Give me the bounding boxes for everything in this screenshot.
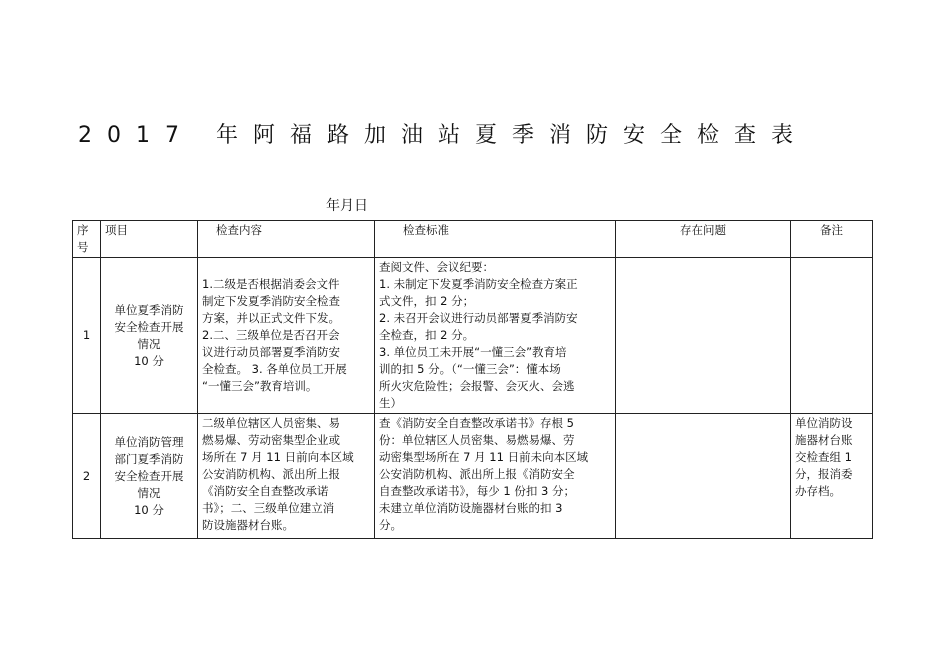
content-line: 制定下发夏季消防安全检查: [202, 294, 340, 308]
standard-line: 公安消防机构、派出所上报《消防安全: [379, 467, 575, 481]
row-no: 1: [73, 258, 101, 414]
content-line: 书》；二、三级单位建立消: [202, 501, 335, 515]
header-item: 项目: [101, 221, 198, 258]
row-no: 2: [73, 414, 101, 539]
table-row: [73, 414, 873, 539]
content-line: “一懂三会”教育培训。: [202, 379, 318, 393]
row-remarks: [791, 414, 873, 539]
item-line: 情况: [137, 336, 161, 351]
row-remarks: [791, 258, 873, 414]
remarks-line: 单位消防设: [795, 416, 853, 430]
standard-line: 3. 单位员工未开展“一懂三会”教育培: [379, 345, 567, 359]
item-line: 单位夏季消防: [114, 302, 184, 317]
row-content: [198, 414, 375, 539]
standard-line: 动密集型场所在 7 月 11 日前未向本区域: [379, 450, 589, 464]
header-no: 序号: [73, 221, 101, 258]
standard-line: 查阅文件、会议纪要：: [379, 260, 494, 274]
row-issues: [616, 414, 791, 539]
row-standard: [375, 258, 616, 414]
row-standard: [375, 414, 616, 539]
row-issues: [616, 258, 791, 414]
date-label: 年月日: [326, 198, 368, 214]
remarks-line: 交检查组 1: [795, 450, 852, 464]
content-line: 场所在 7 月 11 日前向本区域: [202, 450, 354, 464]
item-line: 安全检查开展: [114, 468, 184, 483]
item-score: 10 分: [134, 502, 164, 517]
item-line: 单位消防管理: [114, 434, 184, 449]
standard-line: 生）: [379, 396, 402, 410]
remarks-line: 办存档。: [795, 484, 841, 498]
content-line: 燃易爆、劳动密集型企业或: [202, 433, 340, 447]
standard-line: 分。: [379, 518, 402, 532]
content-line: 防设施器材台账。: [202, 518, 294, 532]
content-line: 1.二级是否根据消委会文件: [202, 277, 340, 291]
content-line: 公安消防机构、派出所上报: [202, 467, 340, 481]
item-line: 情况: [137, 485, 161, 500]
row-item: [101, 414, 198, 539]
standard-line: 式文件，扣 2 分；: [379, 294, 475, 308]
content-line: 2.二、三级单位是否召开会: [202, 328, 340, 342]
document-title: 2017 年阿福路加油站夏季消防安全检查表: [78, 123, 808, 148]
header-content: 检查内容: [198, 221, 375, 258]
content-line: 全检查。 3. 各单位员工开展: [202, 362, 347, 376]
item-line: 部门夏季消防: [114, 451, 184, 466]
standard-line: 查《消防安全自查整改承诺书》存根 5: [379, 416, 574, 430]
standard-line: 全检查，扣 2 分。: [379, 328, 475, 342]
standard-line: 2. 未召开会议进行动员部署夏季消防安: [379, 311, 578, 325]
standard-line: 所火灾危险性；会报警、会灭火、会逃: [379, 379, 575, 393]
content-line: 《消防安全自查整改承诺: [202, 484, 329, 498]
standard-line: 1. 未制定下发夏季消防安全检查方案正: [379, 277, 578, 291]
header-issues: 存在问题: [616, 221, 791, 258]
item-score: 10 分: [134, 353, 164, 368]
standard-line: 未建立单位消防设施器材台账的扣 3: [379, 501, 563, 515]
standard-line: 份：单位辖区人员密集、易燃易爆、劳: [379, 433, 575, 447]
inspection-table: [72, 220, 873, 539]
table-header-row: [73, 221, 873, 258]
header-standard: 检查标准: [375, 221, 616, 258]
remarks-line: 分，报消委: [795, 467, 853, 481]
row-item: [101, 258, 198, 414]
standard-line: 训的扣 5 分。（“一懂三会”：懂本场: [379, 362, 561, 376]
remarks-line: 施器材台账: [795, 433, 853, 447]
standard-line: 自查整改承诺书》，每少 1 份扣 3 分；: [379, 484, 576, 498]
header-remarks: 备注: [791, 221, 873, 258]
content-line: 议进行动员部署夏季消防安: [202, 345, 340, 359]
table-row: [73, 258, 873, 414]
item-line: 安全检查开展: [114, 319, 184, 334]
row-content: [198, 258, 375, 414]
content-line: 方案，并以正式文件下发。: [202, 311, 340, 325]
content-line: 二级单位辖区人员密集、易: [202, 416, 340, 430]
